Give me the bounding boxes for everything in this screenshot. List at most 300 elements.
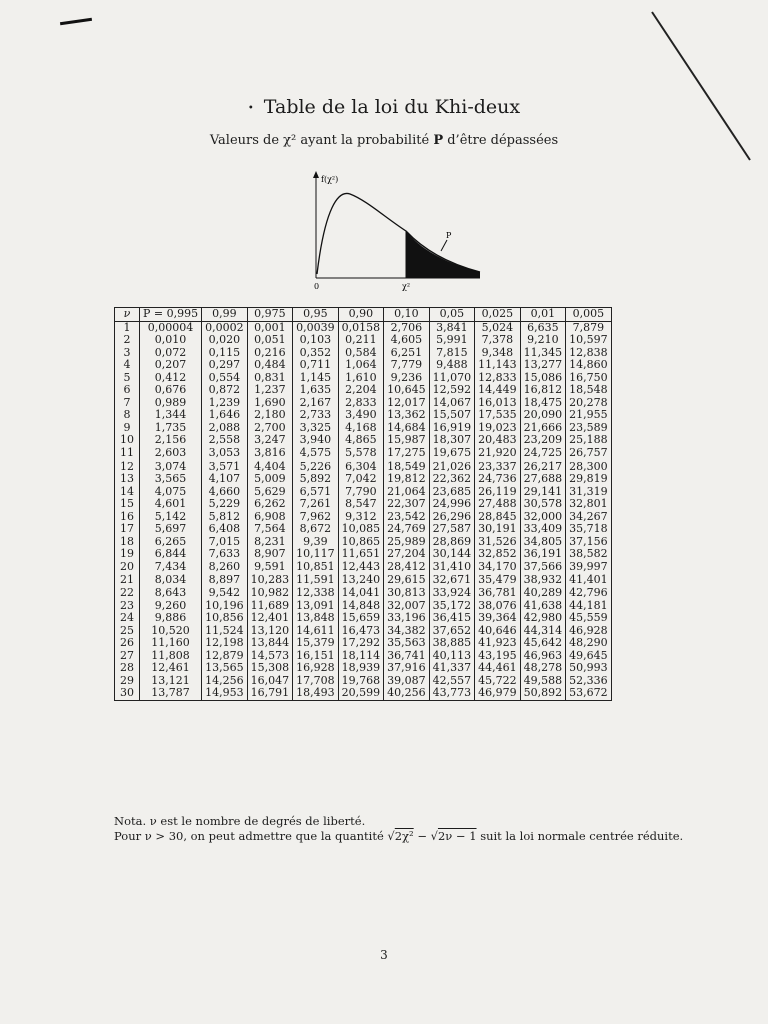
table-row xyxy=(115,447,612,461)
table-row xyxy=(115,662,612,675)
table-cell: 29,141 xyxy=(520,486,566,499)
table-cell: 13,787 xyxy=(140,687,202,700)
header-cell: P = 0,995 xyxy=(140,308,202,322)
notes xyxy=(114,814,683,844)
table-cell: 4,404 xyxy=(247,461,293,474)
table-cell: 4,168 xyxy=(338,422,384,435)
table-cell: 2,558 xyxy=(202,434,248,447)
table-cell: 16,919 xyxy=(429,422,475,435)
table-cell: 21,026 xyxy=(429,461,475,474)
table-cell: 26,119 xyxy=(475,486,521,499)
table-cell: 7,779 xyxy=(384,359,430,372)
table-row xyxy=(115,384,612,397)
table-cell: 5,697 xyxy=(140,523,202,536)
table-cell: 5 xyxy=(115,372,140,385)
table-cell: 11,591 xyxy=(293,573,339,587)
table-cell: 1,239 xyxy=(202,397,248,410)
subtitle xyxy=(0,133,768,148)
table-cell: 2,180 xyxy=(247,409,293,422)
table-cell: 14,256 xyxy=(202,675,248,688)
table-cell: 2,156 xyxy=(140,434,202,447)
table-cell: 16,928 xyxy=(293,662,339,675)
table-cell: 35,718 xyxy=(566,523,612,536)
table-cell: 2,167 xyxy=(293,397,339,410)
table-cell: 0,00004 xyxy=(140,321,202,334)
table-cell: 34,267 xyxy=(566,511,612,524)
table-cell: 37,916 xyxy=(384,662,430,675)
table-row xyxy=(115,587,612,600)
note-line: Pour ν > 30, on peut admettre que la quantité √2χ² − √2ν − 1 suit la loi normale centrée réduite. xyxy=(114,829,684,843)
table-row xyxy=(115,359,612,372)
table-cell: 9,210 xyxy=(520,334,566,347)
table-cell: 31,319 xyxy=(566,486,612,499)
header-cell: 0,005 xyxy=(566,308,612,322)
table-cell: 3,565 xyxy=(140,473,202,486)
table-cell: 9,39 xyxy=(293,536,339,549)
table-cell: 19,768 xyxy=(338,675,384,688)
table-cell: 26 xyxy=(115,637,140,650)
table-cell: 15,507 xyxy=(429,409,475,422)
table-cell: 9,591 xyxy=(247,561,293,574)
table-row xyxy=(115,498,612,511)
table-cell: 36,415 xyxy=(429,612,475,625)
table-cell: 25 xyxy=(115,625,140,638)
table-cell: 16,151 xyxy=(293,650,339,663)
table-cell: 50,993 xyxy=(566,662,612,675)
table-cell: 5,892 xyxy=(293,473,339,486)
table-cell: 30,191 xyxy=(475,523,521,536)
table-row xyxy=(115,434,612,447)
table-cell: 16,750 xyxy=(566,372,612,385)
table-cell: 1 xyxy=(115,321,140,334)
table-cell: 3,247 xyxy=(247,434,293,447)
table-cell: 23,542 xyxy=(384,511,430,524)
table-cell: 23 xyxy=(115,600,140,613)
table-cell: 42,796 xyxy=(566,587,612,600)
table-cell: 4,575 xyxy=(293,447,339,461)
table-cell: 30,813 xyxy=(384,587,430,600)
table-cell: 8,907 xyxy=(247,548,293,561)
table-row xyxy=(115,473,612,486)
table-cell: 11 xyxy=(115,447,140,461)
table-cell: 9 xyxy=(115,422,140,435)
table-cell: 0,831 xyxy=(247,372,293,385)
table-cell: 6,844 xyxy=(140,548,202,561)
table-cell: 23,209 xyxy=(520,434,566,447)
table-cell: 17,275 xyxy=(384,447,430,461)
table-cell: 13,120 xyxy=(247,625,293,638)
table-cell: 6,908 xyxy=(247,511,293,524)
table-cell: 46,928 xyxy=(566,625,612,638)
table-cell: 36,191 xyxy=(520,548,566,561)
table-cell: 16,473 xyxy=(338,625,384,638)
table-cell: 39,364 xyxy=(475,612,521,625)
table-cell: 42,980 xyxy=(520,612,566,625)
table-cell: 15,987 xyxy=(384,434,430,447)
table-cell: 35,172 xyxy=(429,600,475,613)
table-cell: 13,844 xyxy=(247,637,293,650)
p-pointer xyxy=(441,240,447,251)
table-cell: 1,735 xyxy=(140,422,202,435)
table-cell: 5,024 xyxy=(475,321,521,334)
table-cell: 0,115 xyxy=(202,347,248,360)
title-text: Table de la loi du Khi-deux xyxy=(263,96,521,118)
table-cell: 16,013 xyxy=(475,397,521,410)
table-cell: 30 xyxy=(115,687,140,700)
table-cell: 4,865 xyxy=(338,434,384,447)
table-cell: 0,020 xyxy=(202,334,248,347)
table-cell: 15,379 xyxy=(293,637,339,650)
table-cell: 14,848 xyxy=(338,600,384,613)
table-cell: 10,520 xyxy=(140,625,202,638)
table-cell: 5,229 xyxy=(202,498,248,511)
table-cell: 24 xyxy=(115,612,140,625)
table-cell: 27 xyxy=(115,650,140,663)
table-cell: 38,076 xyxy=(475,600,521,613)
table-cell: 1,344 xyxy=(140,409,202,422)
table-cell: 10,085 xyxy=(338,523,384,536)
table-cell: 7,042 xyxy=(338,473,384,486)
table-cell: 0,989 xyxy=(140,397,202,410)
table-cell: 49,645 xyxy=(566,650,612,663)
density-curve xyxy=(317,193,480,274)
table-cell: 32,007 xyxy=(384,600,430,613)
table-cell: 7,564 xyxy=(247,523,293,536)
table-cell: 16 xyxy=(115,511,140,524)
table-cell: 4,075 xyxy=(140,486,202,499)
table-cell: 37,566 xyxy=(520,561,566,574)
table-cell: 5,578 xyxy=(338,447,384,461)
table-cell: 27,488 xyxy=(475,498,521,511)
table-cell: 9,260 xyxy=(140,600,202,613)
table-cell: 14,684 xyxy=(384,422,430,435)
table-row xyxy=(115,573,612,587)
table-cell: 1,064 xyxy=(338,359,384,372)
table-cell: 10,597 xyxy=(566,334,612,347)
table-cell: 8,034 xyxy=(140,573,202,587)
table-cell: 0,207 xyxy=(140,359,202,372)
table-cell: 29,819 xyxy=(566,473,612,486)
table-cell: 12,838 xyxy=(566,347,612,360)
page-title xyxy=(0,96,768,118)
table-cell: 12,879 xyxy=(202,650,248,663)
table-cell: 7,434 xyxy=(140,561,202,574)
table-cell: 7,815 xyxy=(429,347,475,360)
table-cell: 37,156 xyxy=(566,536,612,549)
table-cell: 11,651 xyxy=(338,548,384,561)
table-cell: 3,571 xyxy=(202,461,248,474)
table-row xyxy=(115,612,612,625)
table-cell: 17,292 xyxy=(338,637,384,650)
table-cell: 14,573 xyxy=(247,650,293,663)
table-cell: 12,833 xyxy=(475,372,521,385)
header-cell: 0,025 xyxy=(475,308,521,322)
table-header-row xyxy=(115,308,612,322)
table-cell: 18,475 xyxy=(520,397,566,410)
table-cell: 4,605 xyxy=(384,334,430,347)
table-cell: 9,236 xyxy=(384,372,430,385)
table-cell: 35,479 xyxy=(475,573,521,587)
table-cell: 12,461 xyxy=(140,662,202,675)
table-cell: 14,449 xyxy=(475,384,521,397)
table-cell: 0,216 xyxy=(247,347,293,360)
table-cell: 43,195 xyxy=(475,650,521,663)
table-cell: 28,412 xyxy=(384,561,430,574)
table-cell: 19 xyxy=(115,548,140,561)
table-cell: 16,047 xyxy=(247,675,293,688)
table-cell: 40,646 xyxy=(475,625,521,638)
table-cell: 11,143 xyxy=(475,359,521,372)
table-cell: 9,886 xyxy=(140,612,202,625)
table-cell: 33,924 xyxy=(429,587,475,600)
table-cell: 2,204 xyxy=(338,384,384,397)
table-cell: 10 xyxy=(115,434,140,447)
table-cell: 10,645 xyxy=(384,384,430,397)
y-axis-label: f(χ²) xyxy=(321,175,339,184)
header-cell: 0,95 xyxy=(293,308,339,322)
table-cell: 9,348 xyxy=(475,347,521,360)
x-axis-label: χ² xyxy=(402,282,411,291)
table-cell: 19,812 xyxy=(384,473,430,486)
table-cell: 0,0158 xyxy=(338,321,384,334)
table-cell: 45,722 xyxy=(475,675,521,688)
table-cell: 38,885 xyxy=(429,637,475,650)
table-cell: 11,070 xyxy=(429,372,475,385)
table-cell: 12,017 xyxy=(384,397,430,410)
note-text: suit la loi normale centrée réduite. xyxy=(480,829,684,843)
header-cell: 0,05 xyxy=(429,308,475,322)
table-cell: 53,672 xyxy=(566,687,612,700)
table-cell: 38,582 xyxy=(566,548,612,561)
table-cell: 41,923 xyxy=(475,637,521,650)
table-cell: 22,362 xyxy=(429,473,475,486)
table-cell: 2,603 xyxy=(140,447,202,461)
table-cell: 0,103 xyxy=(293,334,339,347)
table-cell: 40,256 xyxy=(384,687,430,700)
table-row xyxy=(115,637,612,650)
table-cell: 12,198 xyxy=(202,637,248,650)
table-cell: 6,408 xyxy=(202,523,248,536)
density-figure xyxy=(300,168,490,293)
table-cell: 31,526 xyxy=(475,536,521,549)
table-cell: 19,023 xyxy=(475,422,521,435)
table-cell: 11,689 xyxy=(247,600,293,613)
table-cell: 8,672 xyxy=(293,523,339,536)
table-cell: 1,635 xyxy=(293,384,339,397)
table-cell: 5,142 xyxy=(140,511,202,524)
table-cell: 34,805 xyxy=(520,536,566,549)
table-cell: 41,401 xyxy=(566,573,612,587)
table-cell: 14,067 xyxy=(429,397,475,410)
table-cell: 14,860 xyxy=(566,359,612,372)
table-cell: 20,483 xyxy=(475,434,521,447)
table-cell: 42,557 xyxy=(429,675,475,688)
note-line: Nota. ν est le nombre de degrés de liberté. xyxy=(114,814,366,828)
tail-area xyxy=(406,231,480,278)
table-row xyxy=(115,409,612,422)
table-cell: 2,088 xyxy=(202,422,248,435)
subtitle-part: d’être dépassées xyxy=(447,133,559,148)
table-cell: 18,549 xyxy=(384,461,430,474)
table-cell: 18,493 xyxy=(293,687,339,700)
table-cell: 2,733 xyxy=(293,409,339,422)
table-cell: 0,211 xyxy=(338,334,384,347)
table-cell: 10,117 xyxy=(293,548,339,561)
table-cell: 1,610 xyxy=(338,372,384,385)
table-cell: 35,563 xyxy=(384,637,430,650)
table-cell: 29 xyxy=(115,675,140,688)
table-cell: 10,851 xyxy=(293,561,339,574)
table-cell: 0,0039 xyxy=(293,321,339,334)
subtitle-part: Valeurs de χ² ayant la probabilité xyxy=(209,133,430,148)
table-cell: 4 xyxy=(115,359,140,372)
table-cell: 9,312 xyxy=(338,511,384,524)
table-cell: 20 xyxy=(115,561,140,574)
table-cell: 3,816 xyxy=(247,447,293,461)
sqrt-term: 2χ² xyxy=(394,829,414,843)
table-cell: 8,643 xyxy=(140,587,202,600)
table-cell: 0,010 xyxy=(140,334,202,347)
bullet-icon: • xyxy=(247,102,254,114)
table-cell: 10,982 xyxy=(247,587,293,600)
table-cell: 13,121 xyxy=(140,675,202,688)
table-cell: 7,261 xyxy=(293,498,339,511)
table-cell: 27,587 xyxy=(429,523,475,536)
table-cell: 20,599 xyxy=(338,687,384,700)
table-cell: 48,278 xyxy=(520,662,566,675)
table-cell: 17,708 xyxy=(293,675,339,688)
table-cell: 15,086 xyxy=(520,372,566,385)
table-cell: 15,308 xyxy=(247,662,293,675)
table-cell: 20,090 xyxy=(520,409,566,422)
table-cell: 1,145 xyxy=(293,372,339,385)
table-cell: 28,869 xyxy=(429,536,475,549)
table-cell: 3,074 xyxy=(140,461,202,474)
table-body xyxy=(115,321,612,700)
y-axis-arrow-icon xyxy=(313,171,319,178)
table-cell: 21,064 xyxy=(384,486,430,499)
table-cell: 46,979 xyxy=(475,687,521,700)
table-cell: 27,204 xyxy=(384,548,430,561)
table-cell: 24,769 xyxy=(384,523,430,536)
table-cell: 33,196 xyxy=(384,612,430,625)
table-cell: 23,337 xyxy=(475,461,521,474)
table-cell: 7 xyxy=(115,397,140,410)
table-cell: 44,461 xyxy=(475,662,521,675)
header-nu: ν xyxy=(115,308,140,322)
table-cell: 11,524 xyxy=(202,625,248,638)
table-cell: 13,565 xyxy=(202,662,248,675)
table-cell: 10,865 xyxy=(338,536,384,549)
sqrt-term: 2ν − 1 xyxy=(437,829,477,843)
table-cell: 13,277 xyxy=(520,359,566,372)
table-cell: 23,685 xyxy=(429,486,475,499)
table-cell: 0,051 xyxy=(247,334,293,347)
table-cell: 12 xyxy=(115,461,140,474)
table-cell: 33,409 xyxy=(520,523,566,536)
header-cell: 0,99 xyxy=(202,308,248,322)
table-cell: 32,671 xyxy=(429,573,475,587)
table-cell: 5,991 xyxy=(429,334,475,347)
table-cell: 31,410 xyxy=(429,561,475,574)
table-cell: 45,559 xyxy=(566,612,612,625)
table-cell: 44,181 xyxy=(566,600,612,613)
chi-square-table xyxy=(114,307,612,701)
table-cell: 4,107 xyxy=(202,473,248,486)
table-cell: 13,240 xyxy=(338,573,384,587)
table-cell: 0,554 xyxy=(202,372,248,385)
table-cell: 12,592 xyxy=(429,384,475,397)
table-row xyxy=(115,523,612,536)
table-cell: 10,196 xyxy=(202,600,248,613)
table-cell: 18,548 xyxy=(566,384,612,397)
table-cell: 45,642 xyxy=(520,637,566,650)
table-cell: 2,833 xyxy=(338,397,384,410)
table-cell: 10,856 xyxy=(202,612,248,625)
table-cell: 13,091 xyxy=(293,600,339,613)
table-cell: 0,0002 xyxy=(202,321,248,334)
table-cell: 2 xyxy=(115,334,140,347)
table-cell: 12,401 xyxy=(247,612,293,625)
table-cell: 21,666 xyxy=(520,422,566,435)
table-cell: 5,812 xyxy=(202,511,248,524)
table-cell: 18,307 xyxy=(429,434,475,447)
table-cell: 10,283 xyxy=(247,573,293,587)
table-cell: 8,231 xyxy=(247,536,293,549)
table-cell: 28,845 xyxy=(475,511,521,524)
table-cell: 5,629 xyxy=(247,486,293,499)
table-cell: 8,260 xyxy=(202,561,248,574)
table-cell: 0,072 xyxy=(140,347,202,360)
table-cell: 23,589 xyxy=(566,422,612,435)
table-cell: 21,920 xyxy=(475,447,521,461)
table-cell: 0,584 xyxy=(338,347,384,360)
table-cell: 6,571 xyxy=(293,486,339,499)
table-cell: 11,808 xyxy=(140,650,202,663)
minus-sign: − xyxy=(413,829,431,843)
table-cell: 12,338 xyxy=(293,587,339,600)
table-cell: 1,690 xyxy=(247,397,293,410)
table-cell: 26,757 xyxy=(566,447,612,461)
table-cell: 22 xyxy=(115,587,140,600)
table-cell: 3 xyxy=(115,347,140,360)
table-cell: 21,955 xyxy=(566,409,612,422)
table-cell: 21 xyxy=(115,573,140,587)
table-cell: 4,660 xyxy=(202,486,248,499)
table-cell: 18,939 xyxy=(338,662,384,675)
table-cell: 9,542 xyxy=(202,587,248,600)
table-cell: 18,114 xyxy=(338,650,384,663)
table-cell: 29,615 xyxy=(384,573,430,587)
table-row xyxy=(115,687,612,700)
table-cell: 22,307 xyxy=(384,498,430,511)
table-cell: 39,997 xyxy=(566,561,612,574)
table-cell: 25,989 xyxy=(384,536,430,549)
table-cell: 7,879 xyxy=(566,321,612,334)
table-cell: 49,588 xyxy=(520,675,566,688)
table-cell: 0,676 xyxy=(140,384,202,397)
table-cell: 36,781 xyxy=(475,587,521,600)
table-cell: 7,790 xyxy=(338,486,384,499)
table-cell: 3,053 xyxy=(202,447,248,461)
table-cell: 0,001 xyxy=(247,321,293,334)
table-cell: 34,170 xyxy=(475,561,521,574)
page-number: 3 xyxy=(380,948,388,962)
table-cell: 16,791 xyxy=(247,687,293,700)
table-cell: 3,940 xyxy=(293,434,339,447)
table-cell: 6,265 xyxy=(140,536,202,549)
table-cell: 0,297 xyxy=(202,359,248,372)
